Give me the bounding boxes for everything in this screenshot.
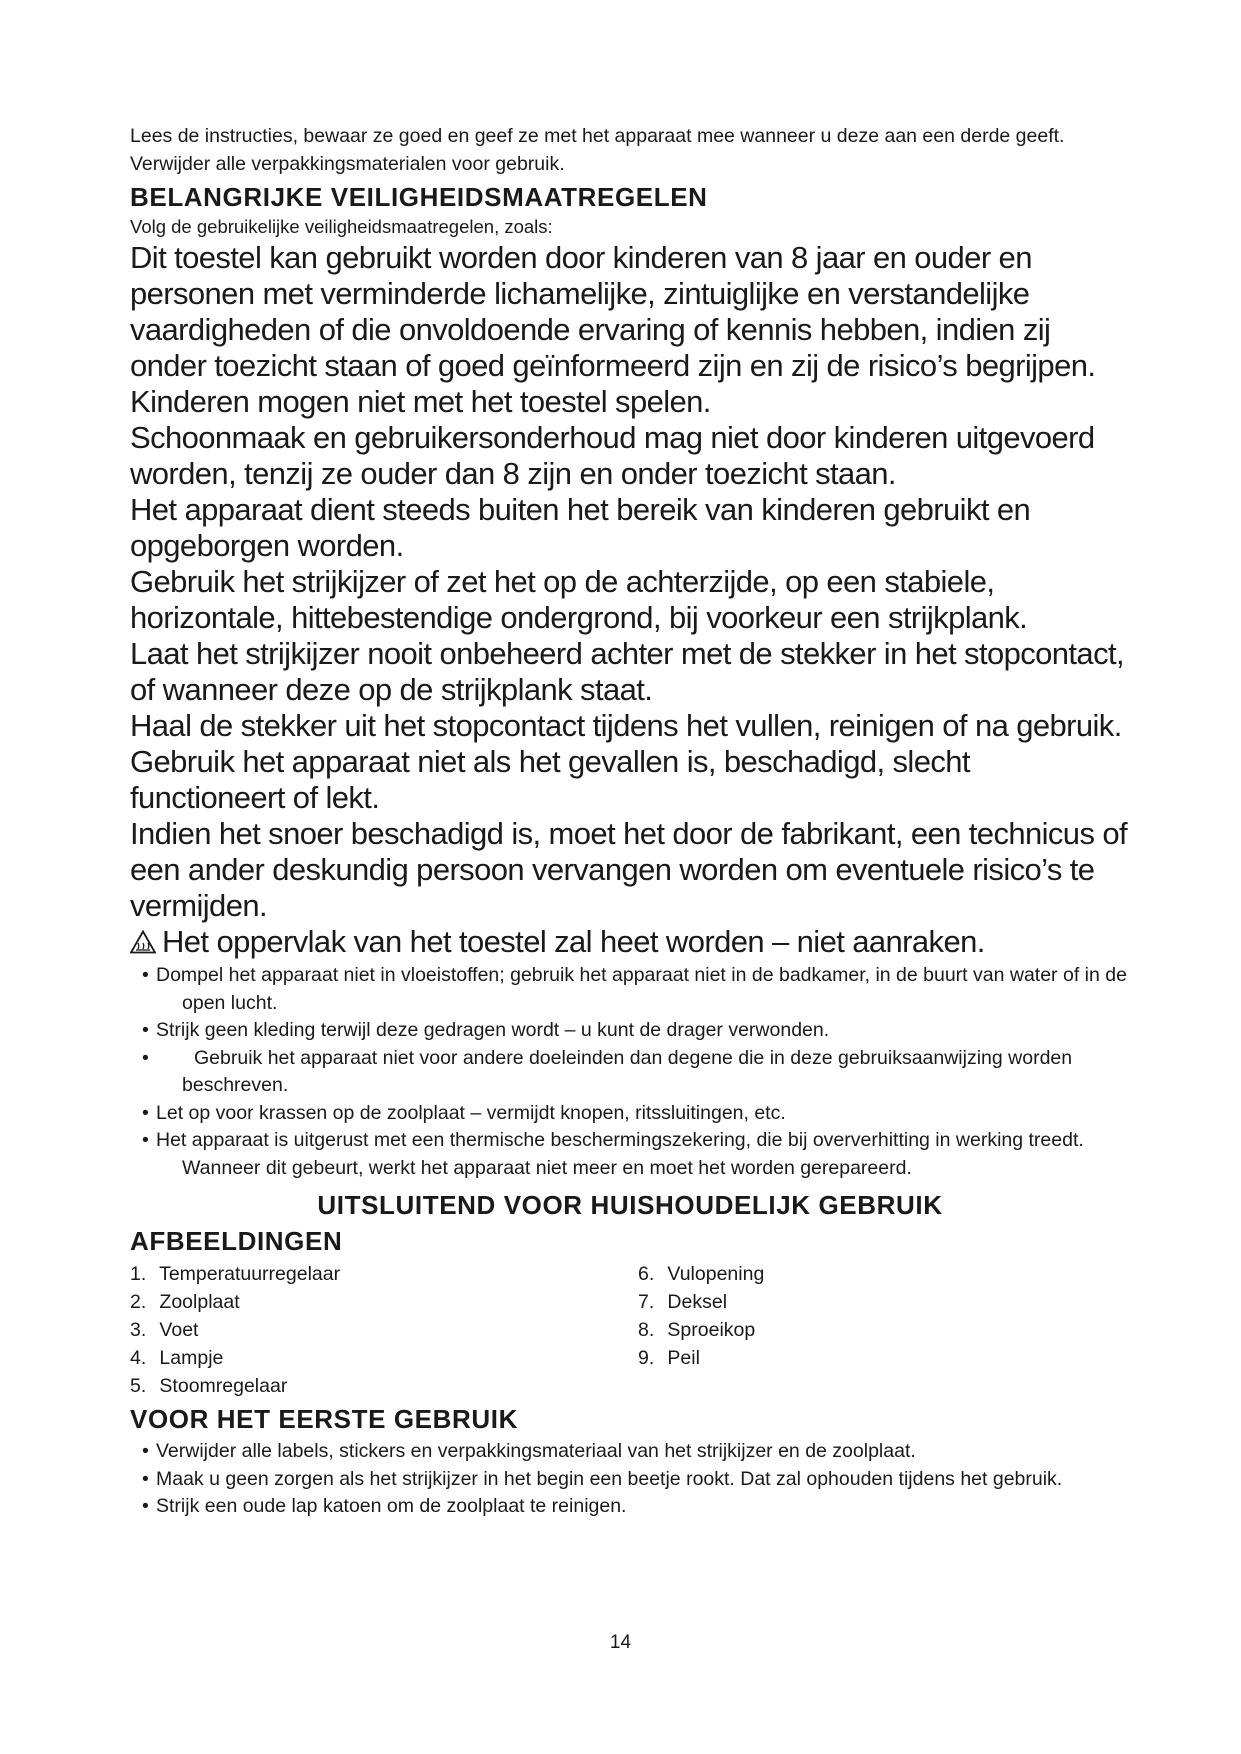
first-use-bullet-list xyxy=(130,1438,1130,1521)
bullet-glyph: • xyxy=(142,1467,149,1490)
figures-list xyxy=(130,1260,1130,1400)
hot-surface-warning-icon xyxy=(130,930,156,954)
bullet-glyph: • xyxy=(142,1129,149,1151)
list-item-text: Verwijder alle labels, stickers en verpakkingsmateriaal van het strijkijzer en de zoolplaat. xyxy=(156,1440,916,1462)
list-item-text: Let op voor krassen op de zoolplaat – vermijdt knopen, ritssluitingen, etc. xyxy=(156,1101,786,1124)
list-item xyxy=(130,1288,638,1316)
item-label: Zoolplaat xyxy=(159,1291,240,1313)
list-item-text: Dompel het apparaat niet in vloeistoffen; gebruik het apparaat niet in de badkamer, in de buurt van water of in de open lucht. xyxy=(156,964,1127,1014)
safety-paragraph: Het apparaat dient steeds buiten het bereik van kinderen gebruikt en opgeborgen worden. xyxy=(130,492,1031,563)
list-item-text: Strijk een oude lap katoen om de zoolplaat te reinigen. xyxy=(156,1495,627,1517)
safety-paragraph: Schoonmaak en gebruikersonderhoud mag niet door kinderen uitgevoerd worden, tenzij ze ouder dan 8 zijn en onder toezicht staan. xyxy=(130,420,1095,491)
item-number: 5. xyxy=(130,1375,147,1397)
list-item xyxy=(638,1316,764,1344)
list-item-text: Maak u geen zorgen als het strijkijzer in het begin een beetje rookt. Dat zal ophouden tijdens het gebruik. xyxy=(156,1467,1063,1490)
item-label: Temperatuurregelaar xyxy=(159,1263,341,1285)
list-item xyxy=(130,1344,638,1372)
figures-heading: AFBEELDINGEN xyxy=(130,1226,343,1256)
bullet-glyph: • xyxy=(142,964,149,986)
list-item-text: Gebruik het apparaat niet voor andere doeleinden dan degene die in deze gebruiksaanwijzing worden beschreven. xyxy=(182,1046,1073,1096)
item-label: Vulopening xyxy=(667,1263,765,1285)
bullet-glyph: • xyxy=(142,1495,149,1517)
item-number: 2. xyxy=(130,1291,147,1313)
manual-page xyxy=(130,122,1130,1521)
bullet-glyph: • xyxy=(142,1019,149,1041)
figures-right-column xyxy=(638,1260,764,1400)
list-item xyxy=(130,1100,1130,1128)
list-item xyxy=(638,1288,764,1316)
hot-surface-warning-text: Het oppervlak van het toestel zal heet worden – niet aanraken. xyxy=(162,924,985,959)
item-label: Lampje xyxy=(159,1347,224,1369)
safety-paragraph: Indien het snoer beschadigd is, moet het door de fabrikant, een technicus of een ander deskundig persoon vervangen worden om eventuele risico’s te vermijden. xyxy=(130,816,1128,923)
first-use-heading: VOOR HET EERSTE GEBRUIK xyxy=(130,1404,518,1434)
list-item xyxy=(130,1466,1130,1494)
item-number: 1. xyxy=(130,1263,147,1285)
list-item-text: Het apparaat is uitgerust met een thermische beschermingszekering, die bij oververhitting in werking treedt. Wanneer dit gebeurt, werkt het apparaat niet meer en moet het worden gerepareerd. xyxy=(156,1129,1084,1179)
list-item xyxy=(130,1438,1130,1466)
item-label: Sproeikop xyxy=(667,1319,756,1341)
safety-paragraph: Gebruik het apparaat niet als het gevallen is, beschadigd, slecht functioneert of lekt. xyxy=(130,744,970,815)
household-only-heading: UITSLUITEND VOOR HUISHOUDELIJK GEBRUIK xyxy=(317,1190,943,1220)
safety-paragraph: Laat het strijkijzer nooit onbeheerd achter met de stekker in het stopcontact, of wanneer deze op de strijkplank staat. xyxy=(130,636,1125,707)
item-number: 4. xyxy=(130,1347,147,1369)
list-item xyxy=(638,1344,764,1372)
safety-paragraph: Gebruik het strijkijzer of zet het op de achterzijde, op een stabiele, horizontale, hittebestendige ondergrond, bij voorkeur een strijkplank. xyxy=(130,564,1028,635)
safety-paragraph: Kinderen mogen niet met het toestel spelen. xyxy=(130,384,711,419)
intro-text: Lees de instructies, bewaar ze goed en geef ze met het apparaat mee wanneer u deze aan een derde geeft. Verwijder alle verpakkingsmaterialen voor gebruik. xyxy=(130,125,1065,175)
item-number: 3. xyxy=(130,1319,147,1341)
list-item xyxy=(130,1045,1130,1100)
bullet-glyph: • xyxy=(142,1440,149,1462)
safety-subheading: Volg de gebruikelijke veiligheidsmaatregelen, zoals: xyxy=(130,216,553,237)
item-label: Voet xyxy=(159,1319,199,1341)
safety-paragraph: Dit toestel kan gebruikt worden door kinderen van 8 jaar en ouder en personen met verminderde lichamelijke, zintuiglijke en verstandelijke vaardigheden of die onvoldoende ervaring of kennis hebben, indien zij onder toezicht staan of goed geïnformeerd zijn en zij de risico’s begrijpen. xyxy=(130,240,1096,383)
item-label: Stoomregelaar xyxy=(159,1375,288,1397)
list-item xyxy=(638,1260,764,1288)
item-number: 9. xyxy=(638,1347,655,1369)
item-number: 8. xyxy=(638,1319,655,1341)
safety-paragraph: Haal de stekker uit het stopcontact tijdens het vullen, reinigen of na gebruik. xyxy=(130,708,1122,743)
bullet-glyph: • xyxy=(142,1046,149,1069)
item-number: 7. xyxy=(638,1291,655,1313)
list-item-text: Strijk geen kleding terwijl deze gedragen wordt – u kunt de drager verwonden. xyxy=(156,1019,830,1041)
safety-heading: BELANGRIJKE VEILIGHEIDSMAATREGELEN xyxy=(130,182,708,212)
safety-bullet-list xyxy=(130,962,1130,1182)
list-item xyxy=(130,1017,1130,1045)
figures-left-column xyxy=(130,1260,638,1400)
list-item xyxy=(130,1127,1130,1182)
item-label: Deksel xyxy=(667,1291,728,1313)
page-number: 14 xyxy=(609,1632,632,1653)
item-label: Peil xyxy=(667,1347,700,1369)
hot-surface-warning xyxy=(130,924,1130,960)
list-item xyxy=(130,1372,638,1400)
list-item xyxy=(130,1260,638,1288)
list-item xyxy=(130,962,1130,1017)
list-item xyxy=(130,1493,1130,1521)
bullet-glyph: • xyxy=(142,1101,149,1124)
item-number: 6. xyxy=(638,1263,655,1285)
list-item xyxy=(130,1316,638,1344)
